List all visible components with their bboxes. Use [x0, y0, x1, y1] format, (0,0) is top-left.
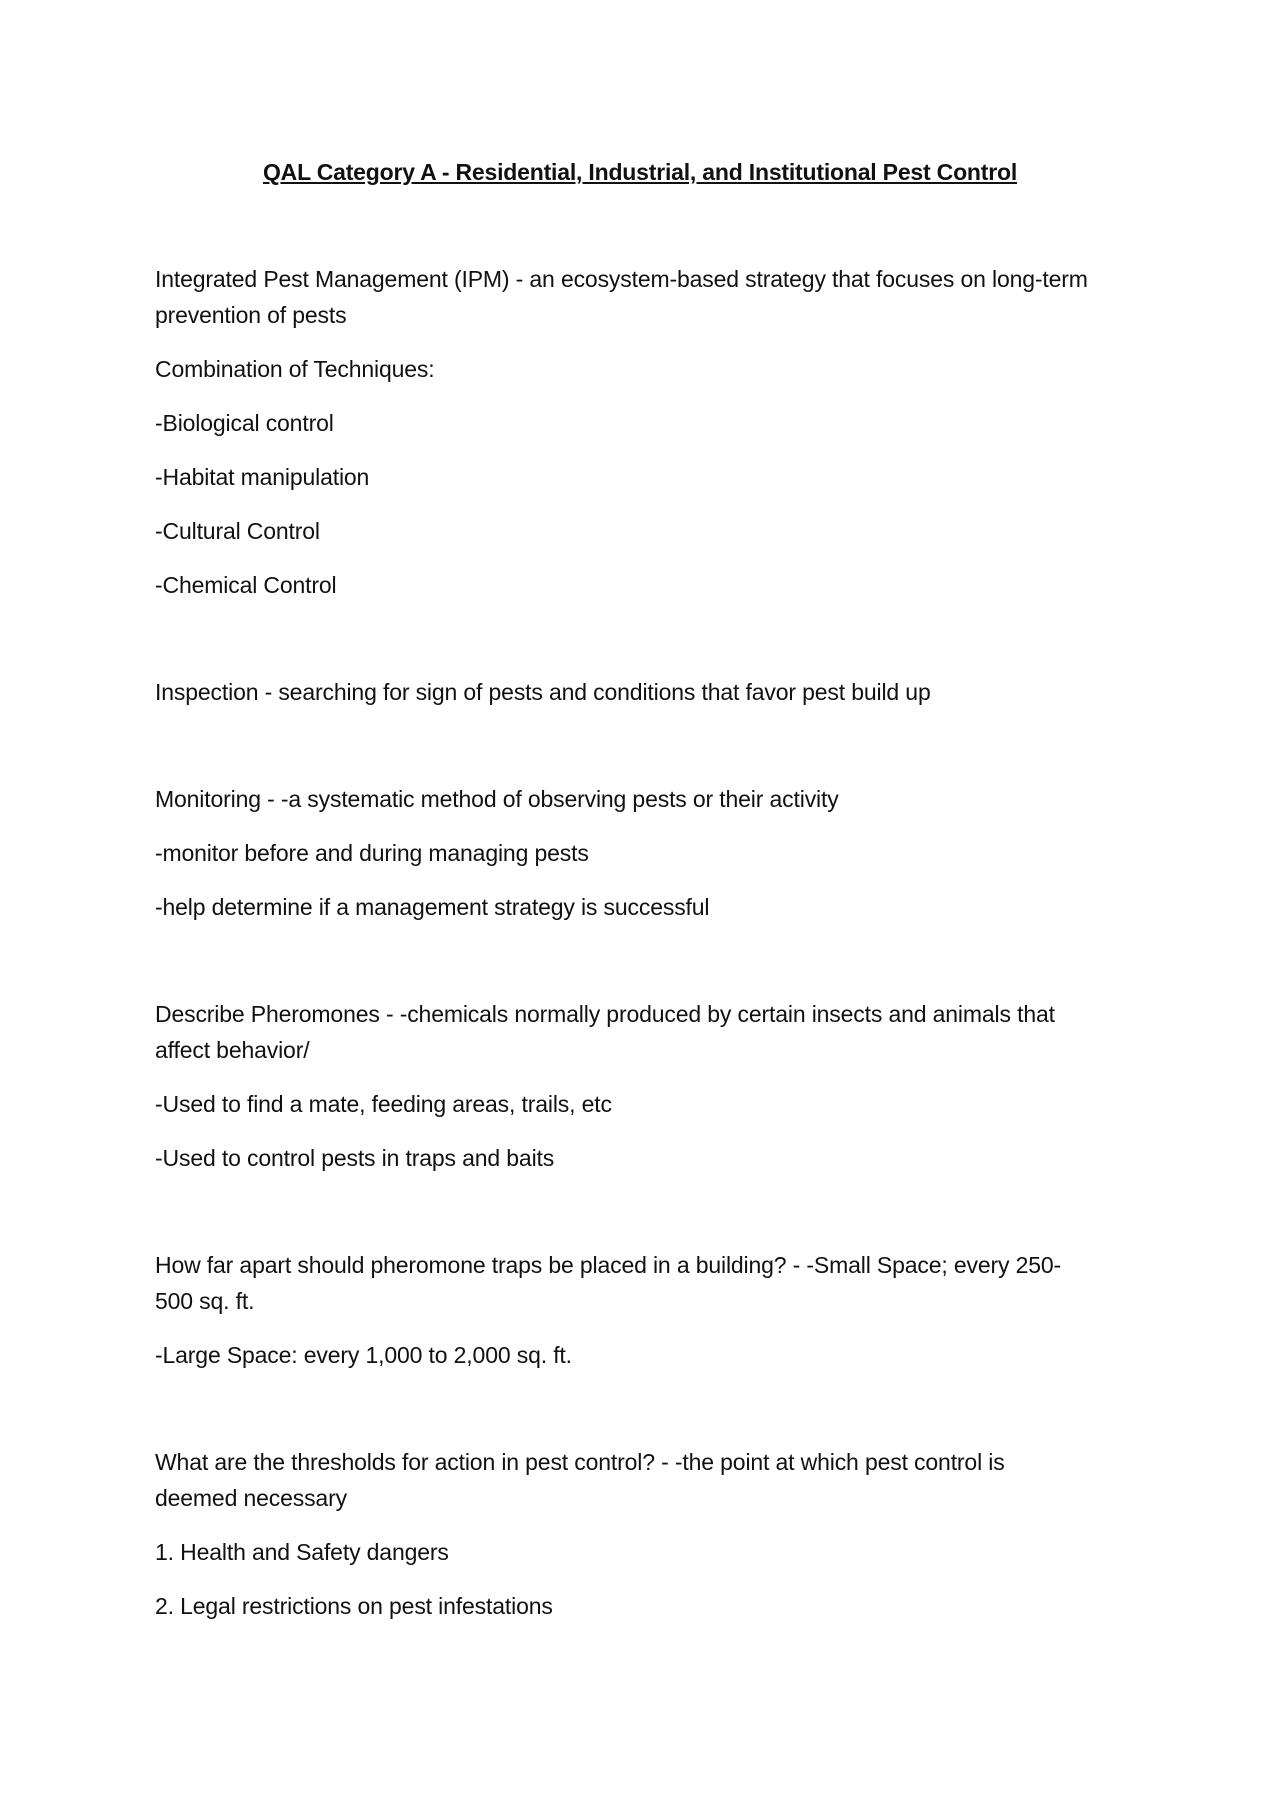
pheromones-item: -Used to find a mate, feeding areas, trails, etc: [155, 1091, 612, 1117]
pheromones-item: -Used to control pests in traps and baits: [155, 1145, 555, 1171]
thresholds-line-1: What are the thresholds for action in pest control? - -the point at which pest control is: [155, 1449, 1005, 1475]
ipm-definition-line-1: Integrated Pest Management (IPM) - an ecosystem-based strategy that focuses on long-term: [155, 266, 1088, 292]
trap-spacing-line-1: How far apart should pheromone traps be placed in a building? - -Small Space; every 250-: [155, 1252, 1062, 1278]
pheromones-line-1: Describe Pheromones - -chemicals normally produced by certain insects and animals that: [155, 1001, 1055, 1027]
document-title: QAL Category A - Residential, Industrial, and Institutional Pest Control: [262, 159, 1018, 185]
ipm-definition-line-2: prevention of pests: [155, 302, 347, 328]
monitoring-item: -monitor before and during managing pests: [155, 840, 589, 866]
pheromones-line-2: affect behavior/: [155, 1037, 310, 1063]
monitoring-item: -help determine if a management strategy is successful: [155, 894, 710, 920]
monitoring-line: Monitoring - -a systematic method of observing pests or their activity: [155, 786, 839, 812]
thresholds-item: 2. Legal restrictions on pest infestations: [155, 1593, 553, 1619]
technique-item: -Chemical Control: [155, 572, 337, 598]
thresholds-line-2: deemed necessary: [155, 1485, 347, 1511]
technique-item: -Biological control: [155, 410, 334, 436]
thresholds-item: 1. Health and Safety dangers: [155, 1539, 449, 1565]
trap-spacing-line-2: 500 sq. ft.: [155, 1288, 255, 1314]
inspection-line: Inspection - searching for sign of pests and conditions that favor pest build up: [155, 679, 931, 705]
technique-item: -Habitat manipulation: [155, 464, 370, 490]
technique-item: -Cultural Control: [155, 518, 320, 544]
techniques-heading: Combination of Techniques:: [155, 356, 435, 382]
trap-spacing-item: -Large Space: every 1,000 to 2,000 sq. ft.: [155, 1342, 572, 1368]
document-body: [155, 261, 1130, 1624]
